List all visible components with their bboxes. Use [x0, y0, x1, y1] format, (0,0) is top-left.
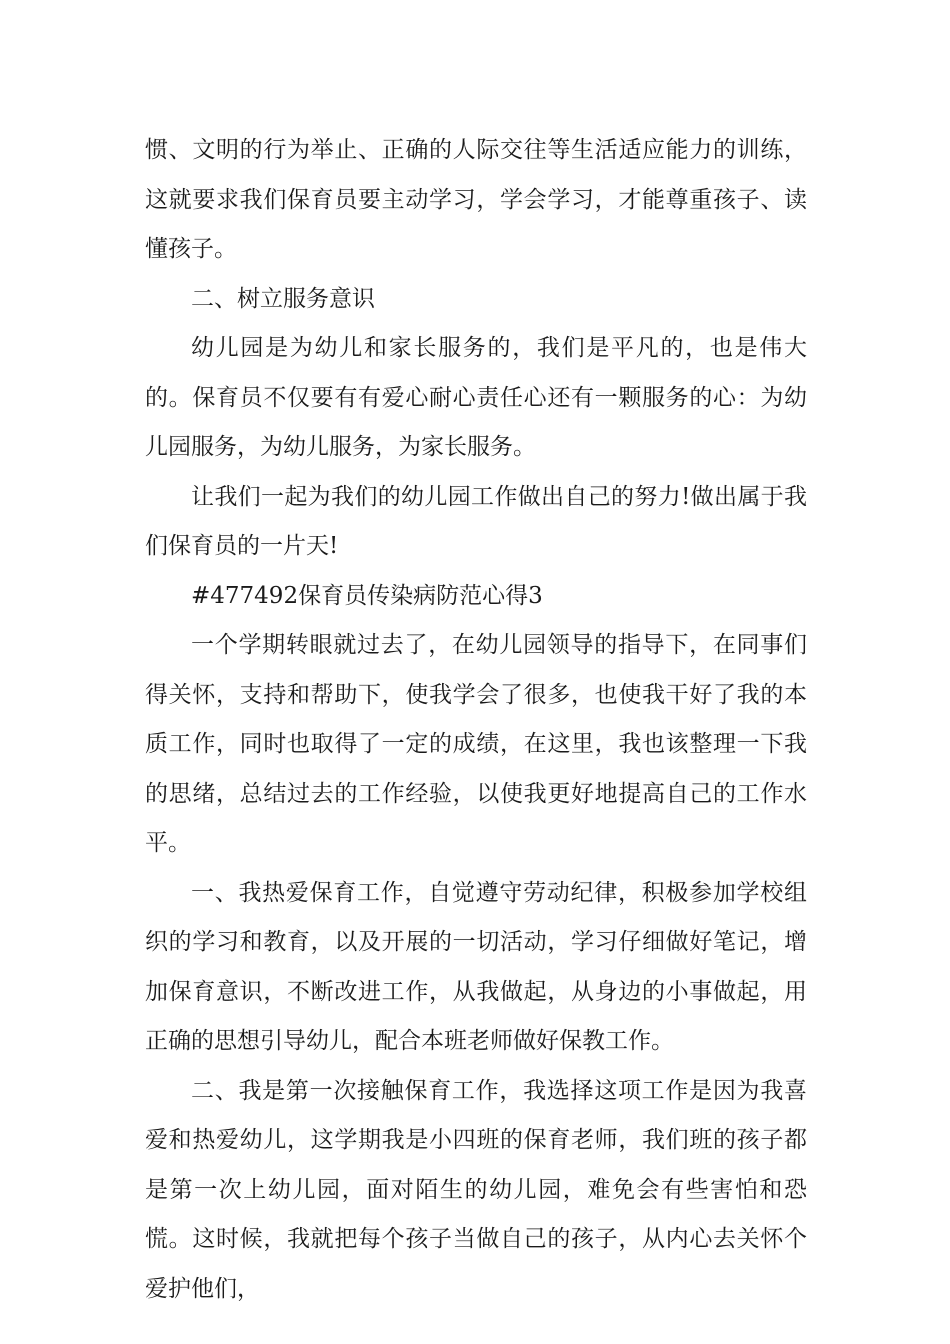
paragraph-service: 幼儿园是为幼儿和家长服务的，我们是平凡的，也是伟大的。保育员不仅要有有爱心耐心责任心还有一颗服务的心：为幼儿园服务，为幼儿服务，为家长服务。 — [145, 335, 807, 460]
document-body — [145, 126, 807, 1314]
section-heading-service: 二、树立服务意识 — [191, 285, 375, 312]
paragraph-continuation: 惯、文明的行为举止、正确的人际交往等生活适应能力的训练，这就要求我们保育员要主动学习，学会学习，才能尊重孩子、读懂孩子。 — [145, 137, 807, 262]
paragraph-effort: 让我们一起为我们的幼儿园工作做出自己的努力!做出属于我们保育员的一片天! — [145, 483, 807, 559]
paragraph-intro: 一个学期转眼就过去了，在幼儿园领导的指导下，在同事们得关怀，支持和帮助下，使我学会了很多，也使我干好了我的本质工作，同时也取得了一定的成绩，在这里，我也该整理一下我的思绪，总结过去的工作经验，以使我更好地提高自己的工作水平。 — [145, 632, 807, 856]
paragraph-point-one: 一、我热爱保育工作，自觉遵守劳动纪律，积极参加学校组织的学习和教育，以及开展的一切活动，学习仔细做好笔记，增加保育意识，不断改进工作，从我做起，从身边的小事做起，用正确的思想引导幼儿，配合本班老师做好保教工作。 — [145, 879, 807, 1054]
paragraph-point-two: 二、我是第一次接触保育工作，我选择这项工作是因为我喜爱和热爱幼儿，这学期我是小四班的保育老师，我们班的孩子都是第一次上幼儿园，面对陌生的幼儿园，难免会有些害怕和恐慌。这时候，我就把每个孩子当做自己的孩子，从内心去关怀个爱护他们， — [145, 1077, 807, 1302]
article-title: #477492保育员传染病防范心得3 — [191, 582, 543, 609]
